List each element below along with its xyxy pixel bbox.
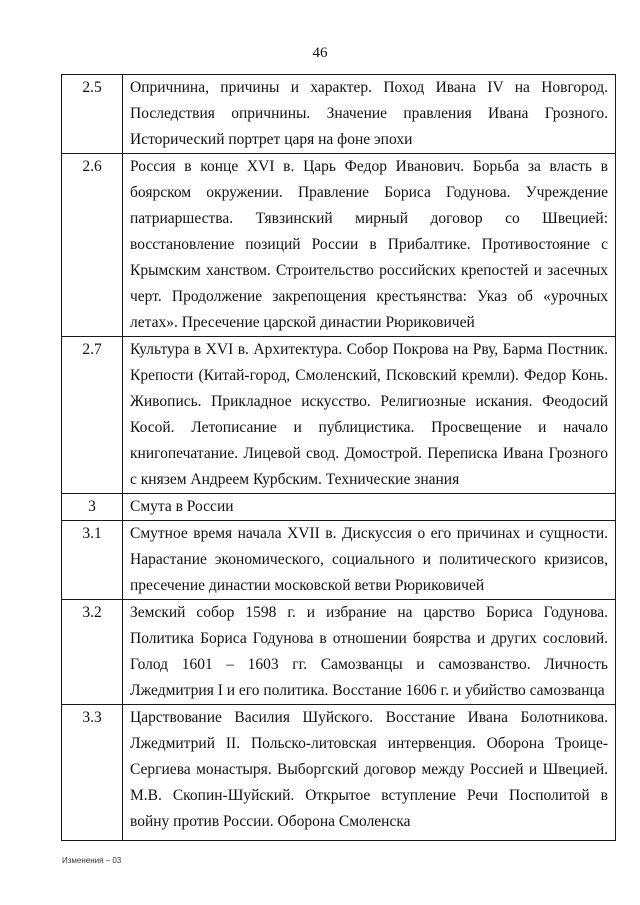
topic-text: Опричнина, причины и характер. Поход Ивана IV на Новгород. Последствия опричнины. Значение правления Ивана Грозного. Исторический портрет царя на фоне эпохи	[123, 75, 616, 154]
table-row	[62, 600, 616, 705]
table-row	[62, 337, 616, 494]
topic-text: Культура в XVI в. Архитектура. Собор Покрова на Рву, Барма Постник. Крепости (Китай-город, Смоленский, Псковский кремли). Федор Конь. Живопись. Прикладное искусство. Религиозные искания. Феодосий Косой. Летописание и публицистика. Просвещение и начало книгопечатание. Лицевой свод. Домострой. Переписка Ивана Грозного с князем Андреем Курбским. Технические знания	[123, 337, 616, 494]
topic-number: 2.6	[62, 154, 123, 337]
topic-text: Земский собор 1598 г. и избрание на царство Бориса Годунова. Политика Бориса Годунова в отношении боярства и других сословий. Голод 1601 – 1603 гг. Самозванцы и самозванство. Личность Лжедмитрия I и его политика. Восстание 1606 г. и убийство самозванца	[123, 600, 616, 705]
footer-note: Изменения – 03	[62, 856, 122, 865]
page-number: 46	[312, 45, 328, 61]
topic-text: Смута в России	[123, 494, 616, 521]
topic-text: Смутное время начала XVII в. Дискуссия о его причинах и сущности. Нарастание экономического, социального и политического кризисов, пресечение династии московской ветви Рюриковичей	[123, 521, 616, 600]
topic-number: 3.3	[62, 705, 123, 841]
table-row	[62, 75, 616, 154]
table-row	[62, 521, 616, 600]
table-row	[62, 154, 616, 337]
topic-number: 3	[62, 494, 123, 521]
topic-number: 2.7	[62, 337, 123, 494]
table-row	[62, 705, 616, 841]
topic-number: 2.5	[62, 75, 123, 154]
syllabus-table	[61, 74, 616, 841]
table-row	[62, 494, 616, 521]
topic-text: Царствование Василия Шуйского. Восстание Ивана Болотникова. Лжедмитрий II. Польско-литовская интервенция. Оборона Троице-Сергиева монастыря. Выборгский договор между Россией и Швецией. М.В. Скопин-Шуйский. Открытое вступление Речи Посполитой в войну против России. Оборона Смоленска	[123, 705, 616, 841]
topic-text: Россия в конце XVI в. Царь Федор Иванович. Борьба за власть в боярском окружении. Правление Бориса Годунова. Учреждение патриаршества. Тявзинский мирный договор со Швецией: восстановление позиций России в Прибалтике. Противостояние с Крымским ханством. Строительство российских крепостей и засечных черт. Продолжение закрепощения крестьянства: Указ об «урочных летах». Пресечение царской династии Рюриковичей	[123, 154, 616, 337]
topic-number: 3.2	[62, 600, 123, 705]
topic-number: 3.1	[62, 521, 123, 600]
